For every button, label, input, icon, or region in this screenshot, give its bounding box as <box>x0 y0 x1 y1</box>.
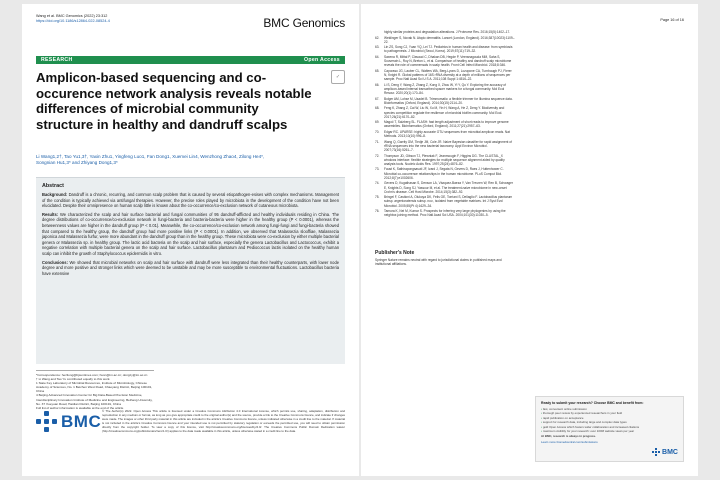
abstract-heading: Abstract <box>42 183 64 189</box>
open-access-label: Open Access <box>304 57 340 63</box>
reference-item <box>375 36 515 44</box>
footnote: † Li Wang and Tao Yu contributed equally to this work. <box>36 377 111 382</box>
reference-text: Faust K, Sathirapongsasuti JF, Izard J, Segata N, Gevers D, Raes J, Huttenhower C. Microbial co-occurrence relationships in the human microbiome. PLoS Comput Biol. 2012;8(7):e1002606. <box>384 167 504 180</box>
background-text: Dandruff is a chronic, recurring, and common scalp problem that is caused by several etiopathogen-esises with complex mechanisms. Management of the condition is typically achieved via antifungal therapies. However, the precise roles played by microbiota in the development of the condition have not been elucidated. Despite their omnipresence on human scalp little is known about the co-occurrence/co-exclusion network of cutaneous microbiota. <box>42 192 340 209</box>
reference-text: Feng K, Zhang Z, Cai W, Liu W, Xu M, Yin H, Wang A, He Z, Deng Y. Biodiversity and species competition regulate the resilience of microbial biofilm community. Mol Ecol. 2017;26(21):6170–82. <box>384 106 505 119</box>
results-text: We characterized the scalp and hair surface bacterial and fungal communities of 95 dandruff-afflicted and healthy individuals residing in China. The degree distributions of co-occurrence/co-exclusion network in fungi-bacteria and bacteria-bacteria were higher in the healthy group (P < 0.0001), whereas the betweenness values are higher in the dandruff group (P < 0.01). Meanwhile, the co-occurrence/co-exclusion network among fungi-fungi and fungi-bacteria showed that compared to the healthy group, the dandruff group had more positive links (P < 0.0001). In addition, we observed that Malassezia slooffiae, Malassezia japonica and Malassezia furfur, were more abundant in the dandruff group than in the healthy group. These microbiota were co-exclusion by either multiple bacterial genera or Malassezia sp. in healthy group. The lactic acid bacteria on the scalp and hair surface, especially the genera Lactobacillus and Lactococcus, exhibit a negative correlation with multiple bacterial genera on the scalp and hair surface. Lactobacillus plantarum and Pediococcus lactis isolated on the healthy human scalp can inhibit the growth of Staphylococcus epidermidis in vitro. <box>42 211 339 256</box>
reference-number: 63. <box>375 45 380 50</box>
footnote: 4 Beijing Advanced Innovation Center for Big Data-Based Precision Medicine, Interdisciplinary Innovation Institute of Medicine and Engineering, Beihang University, No. 37 Xueyuan Road, Haidian District, Beijing 100191, China <box>36 393 153 406</box>
reference-number: 66. <box>375 82 380 87</box>
reference-text: Gevers D, Kugathasan S, Denson LA, Vázquez-Baeza Y, Van Treuren W, Ren B, Schwager E, Knights D, Song SJ, Yassour M, et al. The treatment-naive microbiome in new-onset Crohn's disease. Cell Host Microbe. 2014;15(3):382–92. <box>384 181 513 194</box>
reference-number: 74. <box>375 181 380 186</box>
reference-item <box>375 45 515 53</box>
reference-text: Thompson JD, Gibson TJ, Plewniak F, Jeanmougin F, Higgins DG. The CLUSTAL_X windows interface: flexible strategies for multiple sequence alignment aided by quality analysis tools. Nucleic Acids Res. 1997;25(24):4876–82. <box>384 153 505 166</box>
crossmark-icon[interactable]: ✓ <box>331 70 345 84</box>
reference-number <box>375 30 382 34</box>
reference-text: Caporaso JG, Lauber CL, Walters WA, Berg-Lyons D, Lozupone CA, Turnbaugh PJ, Fierer N, Knight R. Global patterns of 16S rRNA diversity at a depth of millions of sequences per sample. Proc Natl Acad Sci U S A. 2011;108 Suppl 1:4516–22. <box>384 68 512 82</box>
promo-benefit-item: • support for research data, including large and complex data types <box>541 420 678 424</box>
reference-number: 64. <box>375 54 380 59</box>
page-number: Page 16 of 16 <box>660 18 684 22</box>
correspondence-footnotes <box>36 370 154 410</box>
bmc-logo-text: BMC <box>61 412 102 431</box>
publisher-note-text: Springer Nature remains neutral with regard to jurisdictional claims in published maps and institutional affiliations. <box>375 258 502 267</box>
reference-number: 73. <box>375 167 380 172</box>
promo-closing: At BMC, research is always in progress. <box>541 434 596 439</box>
reference-item <box>375 120 515 128</box>
publisher-note-heading: Publisher's Note <box>375 250 415 256</box>
doi-link[interactable]: https://doi.org/10.1186/s12864-022-08524-4 <box>36 18 110 23</box>
reference-number: 68. <box>375 106 380 111</box>
bmc-small-logo-text: BMC <box>662 448 678 456</box>
reference-item <box>375 55 515 68</box>
reference-text: Bolger AM, Lohse M, Usadel B. Trimmomatic: a flexible trimmer for Illumina sequence data. Bioinformatics (Oxford, England). 2014;30(15):2114–20. <box>384 96 513 105</box>
promo-benefit-item: • fast, convenient online submission <box>541 407 678 411</box>
reference-number: 76. <box>375 209 380 214</box>
abstract-results <box>42 212 339 257</box>
reference-item <box>375 30 515 34</box>
reference-text: Lin ZS, Song CJ, Yuan YQ, Lei TJ. Pediatrics in human health and disease: from symbiosis to pathogenesis. J Microbiol (Seoul, Korea). 2019;57(11):719–32. <box>384 45 513 54</box>
publisher-note <box>375 250 515 266</box>
reference-text: Magoč T, Salzberg SL. FLASH: fast length adjustment of short reads to improve genome assemblies. Bioinformatics (Oxford, England). 2011;27(21):2957–63. <box>384 120 509 129</box>
reference-item <box>375 69 515 82</box>
bmc-small-logo-icon <box>652 448 660 456</box>
reference-item <box>375 140 515 153</box>
promo-benefit-item: • gold Open Access which fosters wider collaboration and increased citations <box>541 425 678 429</box>
promo-heading: Ready to submit your research? Choose BMC and benefit from: <box>541 401 644 405</box>
reference-item <box>375 167 515 180</box>
pdf-spread <box>22 4 698 476</box>
abstract-conclusions <box>42 260 339 277</box>
citation-line: Wang et al. BMC Genomics (2022) 23:312 <box>36 14 108 18</box>
first-page <box>22 4 359 476</box>
reference-number: 62. <box>375 35 380 40</box>
promo-learn-more-link[interactable]: Learn more biomedcentral.com/submissions <box>541 440 598 445</box>
license-text: © The Author(s) 2022. Open Access This article is licensed under a Creative Commons Attribution 4.0 International License, which permits use, sharing, adaptation, distribution and reproduction in any medium or format, as long as you give appropriate credit to the original author(s) and the source, provide a link to the Creative Commons licence, and indicate if changes were made. The images or other third party material in this article are included in the article's Creative Commons licence, unless indicated otherwise in a credit line to the material. If material is not included in the article's Creative Commons licence and your intended use is not permitted by statutory regulation or exceeds the permitted use, you will need to obtain permission directly from the copyright holder. To view a copy of this licence, visit http://creativecommons.org/licenses/by/4.0/. The Creative Commons Public Domain Dedication waiver (http://creativecommons.org/publicdomain/zero/1.0/) applies to the data made available in this article, unless otherwise stated in a credit line to the data. <box>102 409 345 433</box>
reference-item <box>375 195 515 208</box>
running-header <box>36 14 110 23</box>
promo-benefit-item: • thorough peer review by experienced researchers in your field <box>541 411 678 415</box>
journal-name: BMC Genomics <box>263 16 345 30</box>
submission-promo-box <box>535 396 684 462</box>
reference-number: 69. <box>375 120 380 125</box>
reference-text: Li S, Deng Y, Wang Z, Zhang Z, Kong X, Zhou W, Yi Y, Qu Y. Exploring the accuracy of amplicon-based internal transcribed spacer markers for a fungal community. Mol Ecol Resour. 2020;20(1):170–84. <box>384 82 506 96</box>
reference-item <box>375 97 515 105</box>
reference-item <box>375 106 515 119</box>
article-type-label: RESEARCH <box>41 57 73 63</box>
bmc-logo <box>36 411 101 433</box>
reference-text: Weidinger S, Novak N. Atopic dermatitis. Lancet (London, England). 2016;387(10023):1109–22. <box>384 35 515 44</box>
abstract-box <box>36 177 345 364</box>
promo-benefits-list <box>541 407 678 433</box>
reference-text: Saxena R, Mittal P, Clavaud C, Dhakan DB, Hegde P, Veeranagouda MM, Saha S, Souverain L, Roy N, Breton L, et al. Comparison of healthy and dandruff scalp microbiome reveals the role of commensals in scalp health. Front Cell Infect Microbiol. 2018;8:346. <box>384 54 512 68</box>
reference-number: 72. <box>375 153 380 158</box>
reference-number: 75. <box>375 195 380 200</box>
background-label: Background: <box>42 192 68 197</box>
reference-number: 65. <box>375 68 380 73</box>
article-type-banner <box>36 56 345 64</box>
results-label: Results: <box>42 211 59 217</box>
author-list: Li Wang1,2†, Tao Yu1,3†, Yaxin Zhu1, Yingfeng Luo1, Fan Dong1, Xuemei Lin4, Wenzhong Zhao4, Zilong He4*, Songnian Hu1,3* and Zhiyang Dong1,3* <box>36 154 265 166</box>
reference-text: highly similar proteins and degradation alterations. J Proteome Res. 2016;15(5):1402–17. <box>384 30 511 34</box>
reference-item <box>375 209 515 217</box>
reference-item <box>375 83 515 96</box>
promo-benefit-item: • rapid publication on acceptance <box>541 416 678 420</box>
article-title: Amplicon-based sequencing and co-occurence network analysis reveals notable differences of microbial community structure in healthy and dandruff scalps <box>36 70 312 132</box>
reference-number: 71. <box>375 139 380 144</box>
conclusions-text: We showed that microbial networks on scalp and hair surface with dandruff were less integrated than their healthy counterparts, with lower node degree and more positive and stronger links which were deemed to be unstable and may be more susceptible to environmental fluctuations. Lactobacillus bacteria have extensive <box>42 259 339 276</box>
reference-number: 70. <box>375 129 380 134</box>
reference-item <box>375 181 515 194</box>
reference-text: Tamura K, Nei M, Kumar S. Prospects for inferring very large phylogenies by using the neighbor-joining method. Proc Natl Acad Sci USA. 2004;101(30):11030–5. <box>384 209 506 218</box>
bmc-logo-icon <box>36 411 58 433</box>
reference-item <box>375 130 515 138</box>
bmc-small-logo <box>652 448 678 456</box>
footnote: 1 State Key Laboratory of Microbial Resources, Institute of Microbiology, Chinese Academy of Sciences, No. 1 Beichen West Road, Chaoyang District, Beijing 100101, China <box>36 381 153 394</box>
reference-text: Wang Q, Garrity GM, Tiedje JM, Cole JR. Naive Bayesian classifier for rapid assignment of rRNA sequences into the new bacterial taxonomy. Appl Environ Microbiol. 2007;73(16):5261–7. <box>384 139 512 153</box>
footnote: Full list of author information is available at the end of the article <box>36 405 124 410</box>
reference-text: Bringel F, Castioni A, Olukoya DK, Felis GE, Torriani S, Dellaglio F. Lactobacillus plantarum subsp. argentoratensis subsp. nov., isolated from vegetable matrices. Int J Syst Evol Microbiol. 2005;55(Pt 4):1629–34. <box>384 195 513 208</box>
reference-text: Edgar RC. UPARSE: highly accurate OTU sequences from microbial amplicon reads. Nat Methods. 2013;10(10):996–8. <box>384 129 510 139</box>
abstract-background <box>42 192 339 209</box>
reference-number: 67. <box>375 96 380 101</box>
promo-benefit-item: • maximum visibility for your research: over 100M website views per year <box>541 429 678 433</box>
footnote: *Correspondence: hezilong@bjsuntimes.com; husn@im.ac.cn; dongzy@im.ac.cn <box>36 373 148 377</box>
conclusions-label: Conclusions: <box>42 259 68 265</box>
reference-item <box>375 154 515 167</box>
last-page <box>361 4 698 476</box>
reference-list <box>375 30 515 219</box>
